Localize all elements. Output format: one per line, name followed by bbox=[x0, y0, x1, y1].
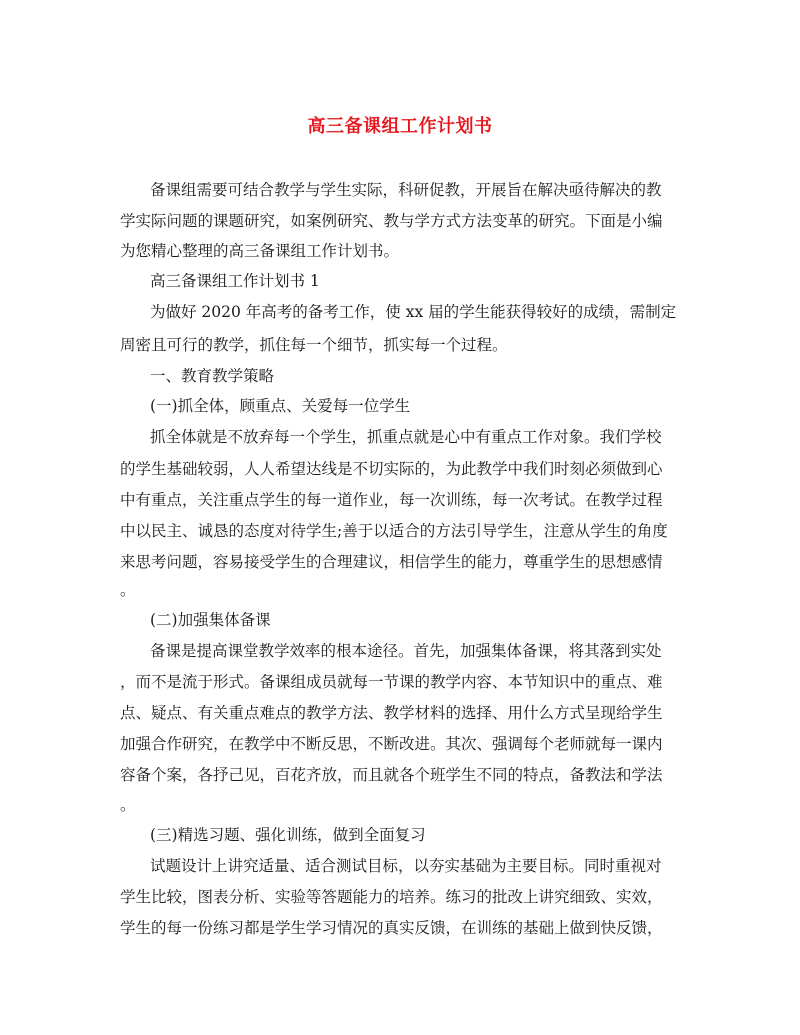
paragraph-line: 来思考问题，容易接受学生的合理建议，相信学生的能力，尊重学生的思想感情 bbox=[120, 553, 663, 571]
paragraph-line: 中以民主、诚恳的态度对待学生;善于以适合的方法引导学生，注意从学生的角度 bbox=[120, 522, 668, 540]
paragraph-line: 备课组需要可结合教学与学生实际，科研促教，开展旨在解决亟待解决的教 bbox=[150, 181, 662, 199]
paragraph-line: 抓全体就是不放弃每一个学生，抓重点就是心中有重点工作对象。我们学校 bbox=[150, 428, 662, 446]
paragraph-line: 点、疑点、有关重点难点的教学方法、教学材料的选择、用什么方式呈现给学生 bbox=[120, 704, 663, 722]
section-heading: 高三备课组工作计划书 1 bbox=[150, 272, 320, 290]
paragraph-line: 备课是提高课堂教学效率的根本途径。首先，加强集体备课，将其落到实处 bbox=[150, 642, 662, 660]
paragraph-line: 为您精心整理的高三备课组工作计划书。 bbox=[120, 242, 400, 260]
paragraph-line: 学实际问题的课题研究，如案例研究、教与学方式方法变革的研究。下面是小编 bbox=[120, 212, 663, 230]
paragraph-line: 周密且可行的教学，抓住每一个细节，抓实每一个过程。 bbox=[120, 336, 508, 354]
paragraph-line: 中有重点，关注重点学生的每一道作业，每一次训练，每一次考试。在教学过程 bbox=[120, 491, 663, 509]
paragraph-line: 学生比较，图表分析、实验等答题能力的培养。练习的批改上讲究细致、实效， bbox=[120, 888, 663, 906]
paragraph-line: 。 bbox=[120, 581, 136, 599]
subsection-heading: (一)抓全体，顾重点、关爱每一位学生 bbox=[150, 397, 411, 415]
document-title: 高三备课组工作计划书 bbox=[307, 116, 493, 137]
paragraph-line: 试题设计上讲究适量、适合测试目标，以夯实基础为主要目标。同时重视对 bbox=[150, 857, 662, 875]
paragraph-line: 容备个案，各抒己见，百花齐放，而且就各个班学生不同的特点，备教法和学法 bbox=[120, 766, 663, 784]
paragraph-line: 。 bbox=[120, 796, 136, 814]
subsection-heading: (二)加强集体备课 bbox=[150, 611, 271, 629]
paragraph-line: 的学生基础较弱，人人希望达线是不切实际的，为此教学中我们时刻必须做到心 bbox=[120, 460, 663, 478]
paragraph-line: 为做好 2020 年高考的备考工作，使 xx 届的学生能获得较好的成绩，需制定 bbox=[150, 303, 677, 321]
paragraph-line: ，而不是流于形式。备课组成员就每一节课的教学内容、本节知识中的重点、难 bbox=[120, 673, 663, 691]
paragraph-line: 学生的每一份练习都是学生学习情况的真实反馈，在训练的基础上做到快反馈， bbox=[120, 919, 663, 937]
paragraph-line: 加强合作研究，在教学中不断反思，不断改进。其次、强调每个老师就每一课内 bbox=[120, 735, 663, 753]
subsection-heading: (三)精选习题、强化训练，做到全面复习 bbox=[150, 826, 426, 844]
section-heading: 一、教育教学策略 bbox=[150, 367, 275, 385]
